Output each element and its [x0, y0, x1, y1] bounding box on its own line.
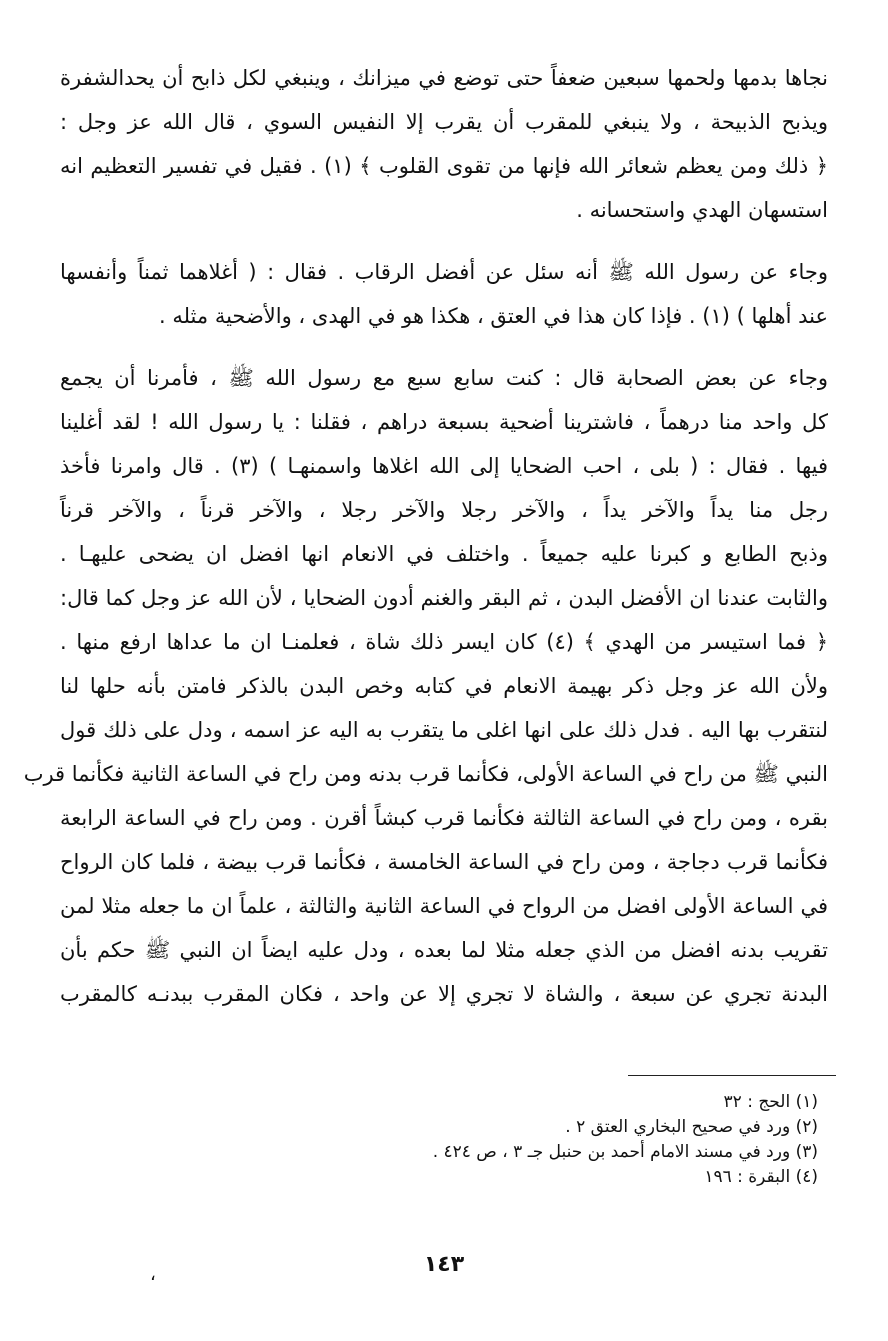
- text-line: رجل منا يداً والآخر يداً ، والآخر رجلا والآخر رجلا ، والآخر قرناً ، والآخر قرناً: [60, 498, 828, 522]
- text-line: النبي ﷺ من راح في الساعة الأولى، فكأنما قرب بدنه ومن راح في الساعة الثانية فكأنما قرب: [23, 762, 828, 786]
- paragraph-2: [60, 250, 828, 338]
- text-line: نجاها بدمها ولحمها سبعين ضعفاً حتى توضع في ميزانك ، وينبغي لكل ذابح أن يحدالشفرة: [60, 66, 828, 90]
- footnote-2: (٢) ورد في صحيح البخاري العتق ٢ .: [565, 1117, 818, 1137]
- text-line: فيها . فقال : ( بلى ، احب الضحايا إلى الله اغلاها واسمنهـا ) (٣) . قال وامرنا فأخذ: [60, 454, 828, 478]
- text-line: ويذبح الذبيحة ، ولا ينبغي للمقرب أن يقرب إلا النفيس السوي ، قال الله عز وجل :: [60, 110, 828, 134]
- text-line: فكأنما قرب دجاجة ، ومن راح في الساعة الخامسة ، فكأنما قرب بيضة ، فلما كان الرواح: [60, 850, 828, 874]
- text-line: وذبح الطابع و كبرنا عليه جميعاً . واختلف في الانعام انها افضل ان يضحى عليهـا .: [60, 542, 828, 566]
- text-line: البدنة تجري عن سبعة ، والشاة لا تجري إلا عن واحد ، فكان المقرب ببدنـه كالمقرب: [60, 982, 828, 1006]
- text-line: لنتقرب بها اليه . فدل ذلك على انها اغلى ما يتقرب به اليه عز اسمه ، ودل على ذلك قول: [60, 718, 828, 742]
- footnote-divider: [628, 1075, 836, 1076]
- text-line: ولأن الله عز وجل ذكر بهيمة الانعام في كتابه وخص البدن بالذكر فامتن بأنه حلها لنا: [60, 674, 828, 698]
- text-line: استسهان الهدي واستحسانه .: [576, 198, 828, 222]
- paragraph-3: [23, 356, 829, 1016]
- text-line: والثابت عندنا ان الأفضل البدن ، ثم البقر والغنم أدون الضحايا ، لأن الله عز وجل كما قال:: [60, 586, 828, 610]
- body-text: [23, 56, 829, 1016]
- text-line: كل واحد منا درهماً ، فاشترينا أضحية بسبعة دراهم ، فقلنا : يا رسول الله ! لقد أغلينا: [60, 410, 828, 434]
- corner-mark: ،: [150, 1264, 156, 1285]
- footnote-3: (٣) ورد في مسند الامام أحمد بن حنبل جـ ٣ ، ص ٤٢٤ .: [432, 1142, 818, 1162]
- paragraph-1: [60, 56, 828, 232]
- page-number: ١٤٣: [423, 1252, 465, 1277]
- text-line: ﴿ فما استيسر من الهدي ﴾ (٤) كان ايسر ذلك شاة ، فعلمنـا ان ما عداها ارفع منها .: [60, 630, 829, 654]
- text-line: تقريب بدنه افضل من الذي جعله مثلا لما بعده ، ودل عليه ايضاً ان النبي ﷺ حكم بأن: [60, 938, 828, 962]
- footnotes: [298, 1090, 818, 1190]
- text-line: ﴿ ذلك ومن يعظم شعائر الله فإنها من تقوى القلوب ﴾ (١) . فقيل في تفسير التعظيم انه: [60, 154, 829, 178]
- footnote-1: (١) الحج : ٣٢: [723, 1092, 818, 1112]
- text-line: وجاء عن رسول الله ﷺ أنه سئل عن أفضل الرقاب . فقال : ( أغلاهما ثمناً وأنفسها: [60, 260, 828, 284]
- text-line: بقره ، ومن راح في الساعة الثالثة فكأنما قرب كبشاً أقرن . ومن راح في الساعة الرابعة: [60, 806, 828, 830]
- text-line: وجاء عن بعض الصحابة قال : كنت سابع سبع مع رسول الله ﷺ ، فأمرنا أن يجمع: [60, 366, 828, 390]
- text-line: عند أهلها ) (١) . فإذا كان هذا في العتق ، هكذا هو في الهدى ، والأضحية مثله .: [159, 304, 828, 328]
- text-line: في الساعة الأولى افضل من الرواح في الساعة الثانية والثالثة ، علماً ان ما جعله مثلا لمن: [60, 894, 828, 918]
- footnote-4: (٤) البقرة : ١٩٦: [704, 1167, 818, 1187]
